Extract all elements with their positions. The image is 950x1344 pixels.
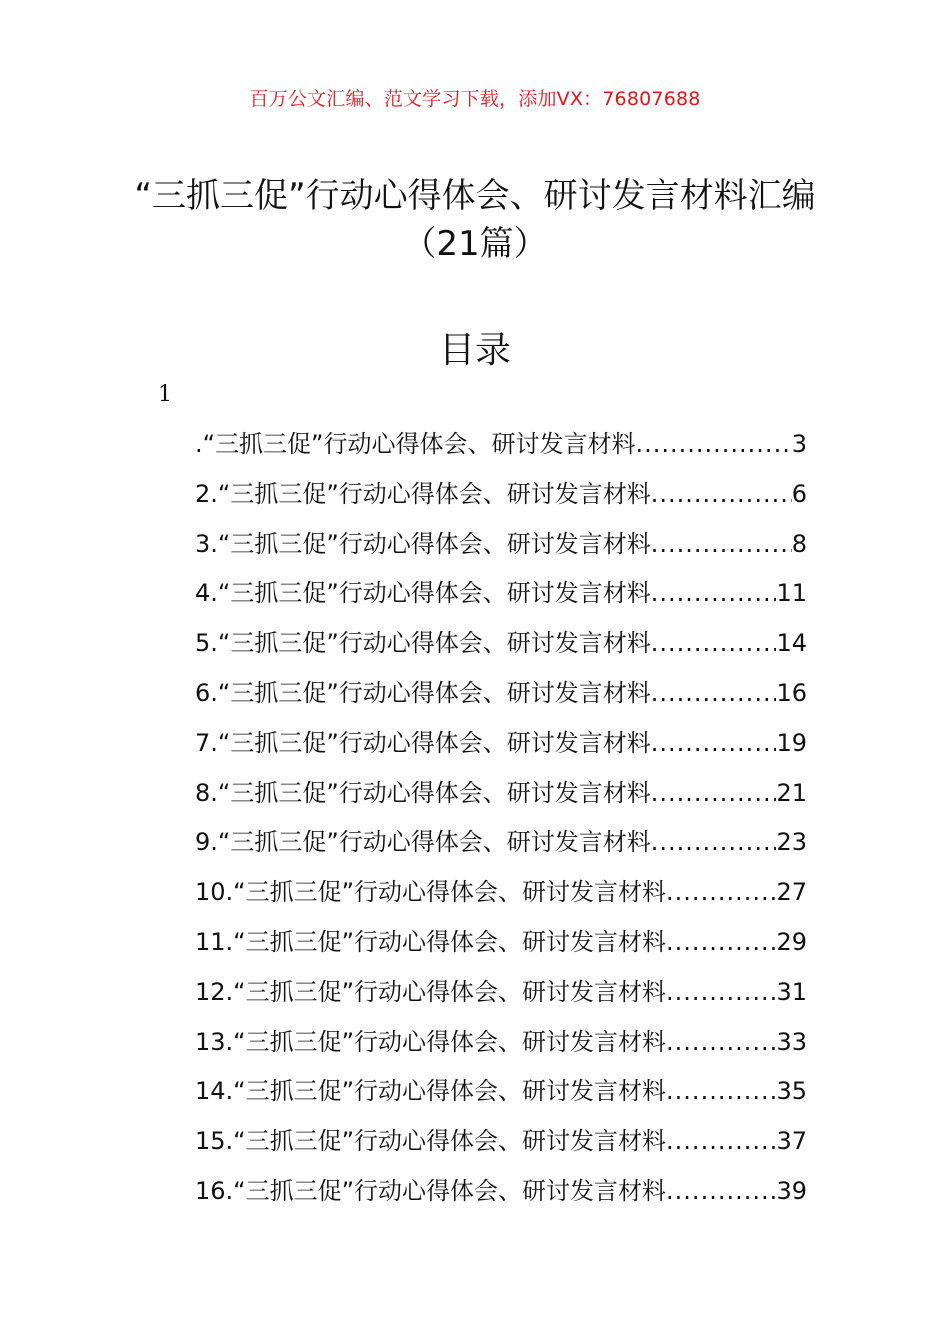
toc-entry-leader <box>666 1069 776 1113</box>
document-title: “三抓三促”行动心得体会、研讨发言材料汇编（21篇） <box>134 176 816 264</box>
toc-entry-leader <box>651 721 777 765</box>
toc-entry-page: 14 <box>776 629 807 658</box>
toc-entry-page: 23 <box>776 828 807 857</box>
toc-entry-page: 16 <box>776 678 807 707</box>
toc-entry-page: 19 <box>776 728 807 757</box>
toc-entry-leader <box>651 522 792 566</box>
toc-entry-page: 3 <box>791 430 807 458</box>
toc-entry-page: 37 <box>776 1127 807 1156</box>
toc-entry-leader <box>666 1020 776 1064</box>
toc-heading: 目录 <box>438 330 511 371</box>
toc-entry-label: 12.“三抓三促”行动心得体会、研讨发言材料 <box>195 977 667 1006</box>
toc-entry-page: 31 <box>776 977 807 1006</box>
toc-entry[interactable] <box>195 571 807 621</box>
toc-entry-label: 14.“三抓三促”行动心得体会、研讨发言材料 <box>195 1077 667 1106</box>
toc-entry[interactable] <box>195 671 807 721</box>
toc-entry[interactable] <box>195 721 807 771</box>
toc-entry-page: 39 <box>776 1176 807 1205</box>
toc-entry[interactable] <box>195 970 807 1020</box>
toc-entry-leader <box>636 422 792 466</box>
toc-entry-leader <box>651 771 777 815</box>
toc-entry-leader <box>651 621 777 665</box>
toc-entry-label: .“三抓三促”行动心得体会、研讨发言材料 <box>195 430 636 458</box>
toc-entry[interactable] <box>195 621 807 671</box>
toc-entry-label: 13.“三抓三促”行动心得体会、研讨发言材料 <box>195 1027 667 1056</box>
toc-entry-page: 6 <box>791 479 807 508</box>
toc-entry[interactable] <box>195 920 807 970</box>
toc-entry-page: 11 <box>776 579 807 608</box>
toc-entry-leader <box>651 571 777 615</box>
toc-entry-label: 2.“三抓三促”行动心得体会、研讨发言材料 <box>195 479 651 508</box>
toc-entry[interactable] <box>195 870 807 920</box>
toc-entry-leader <box>666 1119 776 1163</box>
toc-entry-label: 11.“三抓三促”行动心得体会、研讨发言材料 <box>195 927 667 956</box>
toc-entry[interactable] <box>195 771 807 821</box>
toc-entry-label: 9.“三抓三促”行动心得体会、研讨发言材料 <box>195 828 651 857</box>
toc-entry-label: 7.“三抓三促”行动心得体会、研讨发言材料 <box>195 728 651 757</box>
toc-entry-leader <box>651 820 777 864</box>
toc-entry-label: 5.“三抓三促”行动心得体会、研讨发言材料 <box>195 629 651 658</box>
toc-entry-label: 8.“三抓三促”行动心得体会、研讨发言材料 <box>195 778 651 807</box>
toc-entry-leader <box>666 1169 776 1213</box>
toc-entry-page: 21 <box>776 778 807 807</box>
toc-entry-label: 3.“三抓三促”行动心得体会、研讨发言材料 <box>195 529 651 558</box>
toc-entry[interactable] <box>195 422 807 472</box>
toc-entry-leader <box>651 472 792 516</box>
toc-entry-page: 29 <box>776 927 807 956</box>
toc-entry-label: 4.“三抓三促”行动心得体会、研讨发言材料 <box>195 579 651 608</box>
toc-entry-leader <box>666 970 776 1014</box>
toc-page-marker: 1 <box>158 382 172 407</box>
toc-entry-page: 35 <box>776 1077 807 1106</box>
toc-entry[interactable] <box>195 1169 807 1219</box>
watermark-banner: 百万公文汇编、范文学习下载，添加VX：76807688 <box>249 88 701 110</box>
toc-entry[interactable] <box>195 820 807 870</box>
toc-entry-label: 16.“三抓三促”行动心得体会、研讨发言材料 <box>195 1176 667 1205</box>
toc-entry[interactable] <box>195 1069 807 1119</box>
toc-entry[interactable] <box>195 1119 807 1169</box>
toc-entry[interactable] <box>195 1020 807 1070</box>
toc-entry-label: 6.“三抓三促”行动心得体会、研讨发言材料 <box>195 678 651 707</box>
toc-entry-label: 10.“三抓三促”行动心得体会、研讨发言材料 <box>195 878 667 907</box>
toc-entry-page: 8 <box>791 529 807 558</box>
toc-entry[interactable] <box>195 522 807 572</box>
toc-entry-leader <box>666 870 776 914</box>
toc-entry-label: 15.“三抓三促”行动心得体会、研讨发言材料 <box>195 1127 667 1156</box>
toc-entry-page: 27 <box>776 878 807 907</box>
toc-entry-leader <box>651 671 777 715</box>
toc-entry[interactable] <box>195 472 807 522</box>
toc-list <box>195 422 807 1219</box>
toc-entry-page: 33 <box>776 1027 807 1056</box>
toc-entry-leader <box>666 920 776 964</box>
